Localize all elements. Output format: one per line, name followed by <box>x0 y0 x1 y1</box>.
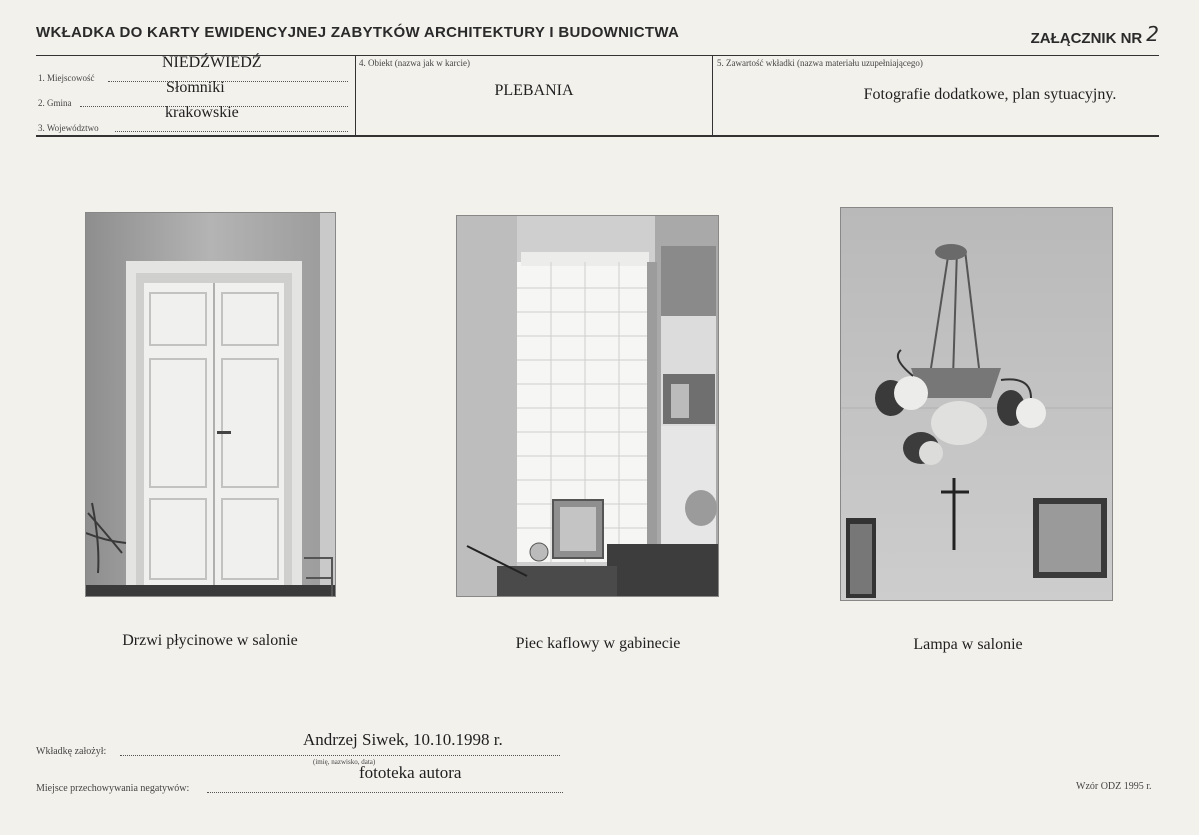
photo-door <box>86 213 335 596</box>
photo-lamp-image <box>841 208 1112 600</box>
miejscowosc-label: 1. Miejscowość <box>38 73 95 83</box>
photo-stove-image <box>457 216 718 596</box>
zalozyl-hint: (imię, nazwisko, data) <box>313 758 376 766</box>
obiekt-value: PLEBANIA <box>494 82 574 99</box>
negatywy-label: Miejsce przechowywania negatywów: <box>36 783 190 794</box>
wojewodztwo-line <box>115 131 348 132</box>
photo-door-image <box>86 213 335 596</box>
wojewodztwo-label: 3. Województwo <box>38 123 99 133</box>
header-bottom-rule <box>36 135 1159 137</box>
annex-number <box>1031 24 1159 48</box>
photo-stove <box>457 216 718 596</box>
gmina-label: 2. Gmina <box>38 98 72 108</box>
zalozyl-label: Wkładkę założył: <box>36 746 107 757</box>
annex-label: ZAŁĄCZNIK NR <box>1030 30 1143 47</box>
photo-lamp-caption: Lampa w salonie <box>913 636 1023 653</box>
miejscowosc-line <box>108 81 348 82</box>
document-title: WKŁADKA DO KARTY EWIDENCYJNEJ ZABYTKÓW ARCHITEKTURY I BUDOWNICTWA <box>36 24 680 41</box>
photo-stove-caption: Piec kaflowy w gabinecie <box>515 635 681 652</box>
form-version: Wzór ODZ 1995 r. <box>1076 781 1152 792</box>
zalozyl-line <box>120 755 560 756</box>
zawartosc-value: Fotografie dodatkowe, plan sytuacyjny. <box>863 86 1117 103</box>
wojewodztwo-value: krakowskie <box>165 104 239 121</box>
zalozyl-value: Andrzej Siwek, 10.10.1998 r. <box>303 730 503 749</box>
zawartosc-label: 5. Zawartość wkładki (nazwa materiału uzupełniającego) <box>717 58 923 68</box>
column-divider-2 <box>712 55 713 136</box>
miejscowosc-value: NIEDŹWIEDŹ <box>162 54 262 71</box>
negatywy-line <box>207 792 563 793</box>
gmina-value: Słomniki <box>166 79 225 96</box>
obiekt-label: 4. Obiekt (nazwa jak w karcie) <box>359 58 470 68</box>
photo-door-caption: Drzwi płycinowe w salonie <box>122 632 298 649</box>
annex-number-value: 2 <box>1146 22 1159 46</box>
photo-lamp <box>841 208 1112 600</box>
negatywy-value: fototeka autora <box>359 763 462 782</box>
